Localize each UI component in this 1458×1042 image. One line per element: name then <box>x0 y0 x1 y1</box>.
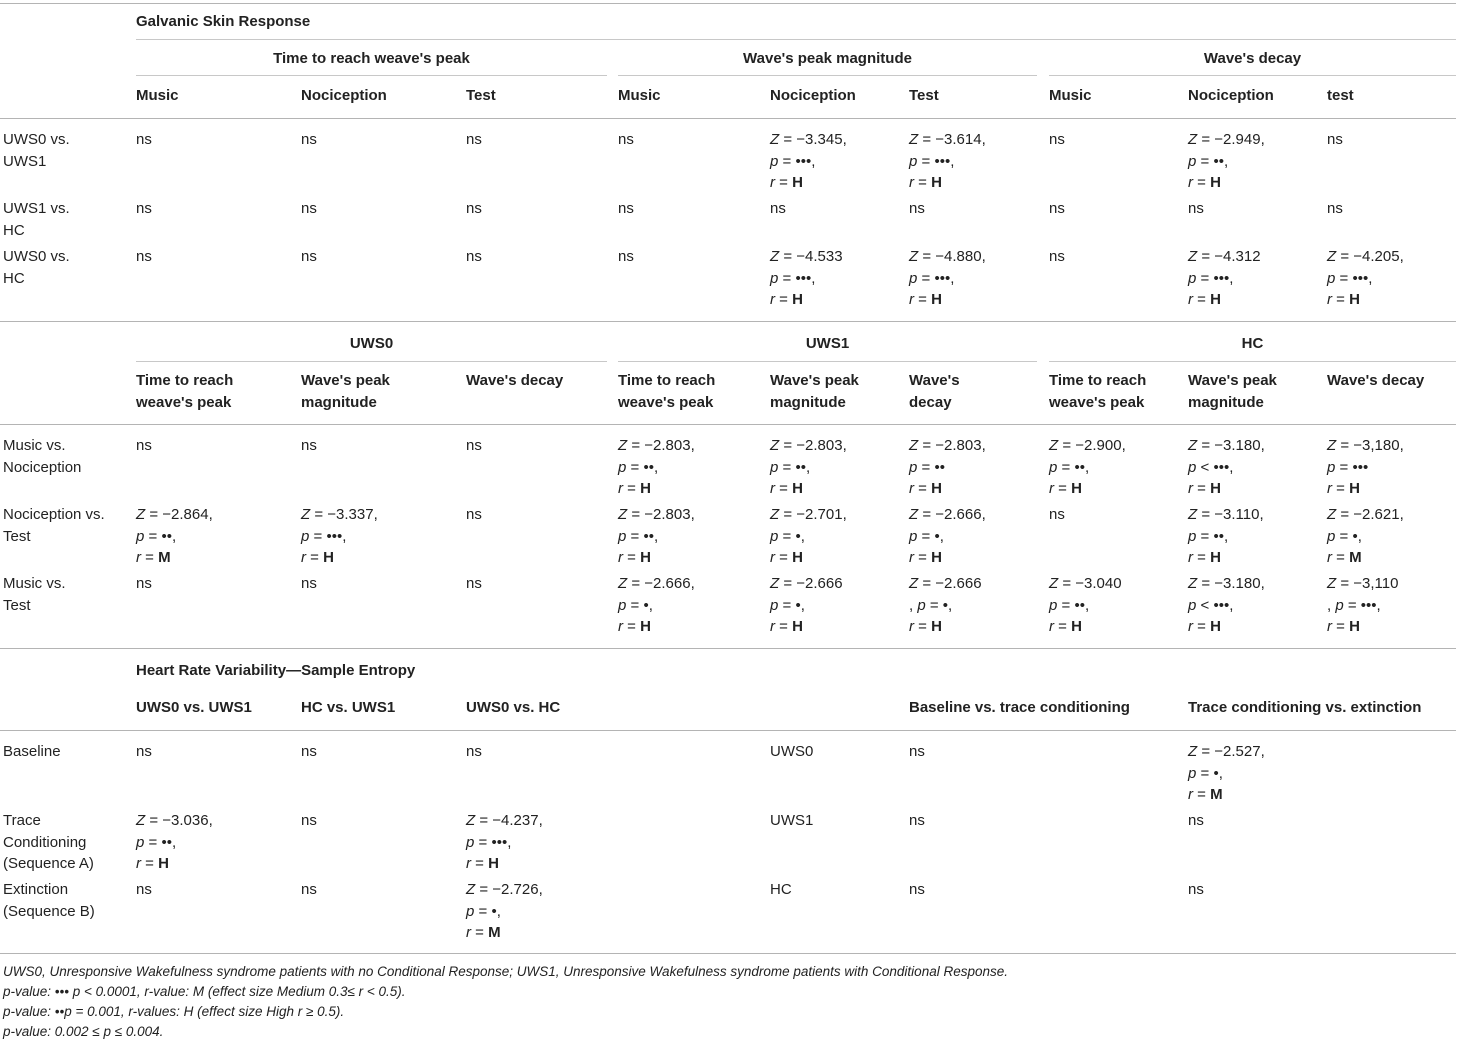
table-cell: r = H <box>770 480 803 497</box>
row-label: UWS0 vs. <box>3 131 70 148</box>
table-cell: p = •••, <box>770 269 816 287</box>
row-label: Conditioning <box>3 833 87 851</box>
group-header: UWS0 <box>349 335 394 352</box>
table-cell: Z = −3,110 <box>1327 575 1399 592</box>
table-cell: p = •, <box>909 527 944 545</box>
row-label: UWS0 vs. <box>3 248 70 265</box>
table-cell: p = ••, <box>1049 458 1090 476</box>
table-cell: ns <box>466 248 482 265</box>
table-cell: Z = −2.949, <box>1188 131 1265 148</box>
column-header: magnitude <box>1188 393 1264 411</box>
table-cell: ns <box>1049 131 1065 148</box>
table-cell: r = H <box>1188 480 1221 497</box>
table-cell: p = ••, <box>618 527 659 545</box>
table-cell: p = •, <box>1188 764 1223 782</box>
table-cell: , p = •••, <box>1327 596 1381 614</box>
row-label: Trace <box>3 812 41 829</box>
table-cell: r = H <box>909 174 942 191</box>
group-header: Wave's peak magnitude <box>743 50 912 67</box>
group-header: Wave's decay <box>1203 50 1302 67</box>
section-title-gsr: Galvanic Skin Response <box>136 13 311 30</box>
table-cell: ns <box>136 743 152 760</box>
table-cell: p = ••, <box>1049 596 1090 614</box>
table-cell: p = •••, <box>909 269 955 287</box>
table-cell: Z = −3.345, <box>770 131 847 148</box>
table-cell: ns <box>466 437 482 454</box>
table-cell: r = M <box>136 549 171 566</box>
column-header: Wave's <box>909 372 960 389</box>
row-label: Nociception vs. <box>3 506 105 523</box>
table-cell: r = H <box>909 480 942 497</box>
column-header: weave's peak <box>1049 393 1145 411</box>
table-cell: p = •, <box>1327 527 1362 545</box>
table-cell: ns <box>136 437 152 454</box>
row-label: Test <box>3 596 31 614</box>
column-header: Wave's peak <box>770 372 859 389</box>
table-cell: Z = −3.180, <box>1188 437 1265 454</box>
table-cell: r = H <box>770 549 803 566</box>
table-cell: Z = −3.036, <box>136 812 213 829</box>
header-rule <box>0 424 1456 425</box>
column-header: UWS0 vs. UWS1 <box>136 699 252 716</box>
table-cell: r = H <box>1188 291 1221 308</box>
table-cell: r = H <box>1327 480 1360 497</box>
table-cell: ns <box>136 881 152 898</box>
table-cell: , p = •, <box>909 596 953 614</box>
column-header: magnitude <box>770 393 846 411</box>
table-cell: Z = −3.110, <box>1188 506 1264 523</box>
table-cell: ns <box>301 881 317 898</box>
group-underline <box>618 361 1037 362</box>
table-cell: r = H <box>466 855 499 872</box>
table-cell: p = •••, <box>301 527 347 545</box>
table-cell: ns <box>301 437 317 454</box>
group-label: UWS1 <box>770 812 814 829</box>
column-header: weave's peak <box>136 393 232 411</box>
table-cell: r = H <box>136 855 169 872</box>
table-cell: p = ••, <box>618 458 659 476</box>
table-cell: p = •••, <box>466 833 512 851</box>
table-cell: ns <box>1049 248 1065 265</box>
table-cell: r = H <box>618 549 651 566</box>
column-header: Baseline vs. trace conditioning <box>909 699 1130 716</box>
table-cell: Z = −2.803, <box>909 437 986 454</box>
table-cell: p = ••, <box>1188 152 1229 170</box>
table-cell: ns <box>301 743 317 760</box>
section-title-hrv: Heart Rate Variability—Sample Entropy <box>136 662 416 679</box>
table-cell: Z = −4.237, <box>466 812 543 829</box>
table-cell: r = H <box>1327 618 1360 635</box>
table-cell: r = H <box>301 549 334 566</box>
group-label: HC <box>770 881 792 898</box>
column-header: Music <box>618 87 661 104</box>
table-cell: ns <box>1049 506 1065 523</box>
table-cell: p = ••• <box>1327 458 1369 476</box>
table-cell: Z = −2.726, <box>466 881 543 898</box>
table-cell: p = •, <box>770 527 805 545</box>
table-cell: ns <box>618 248 634 265</box>
table-cell: p = •••, <box>770 152 816 170</box>
table-cell: ns <box>909 200 925 217</box>
header-rule <box>0 118 1456 119</box>
table-cell: r = M <box>1327 549 1362 566</box>
table-cell: Z = −4.880, <box>909 248 986 265</box>
column-header: Trace conditioning vs. extinction <box>1188 699 1422 716</box>
table-cell: Z = −2.701, <box>770 506 847 523</box>
header-rule <box>0 730 1456 731</box>
table-cell: r = H <box>909 549 942 566</box>
table-cell: Z = −2.803, <box>618 437 695 454</box>
table-cell: ns <box>909 812 925 829</box>
row-label: HC <box>3 269 25 287</box>
column-header: weave's peak <box>618 393 714 411</box>
table-cell: Z = −3,180, <box>1327 437 1404 454</box>
group-header: UWS1 <box>805 335 850 352</box>
table-cell: r = H <box>770 174 803 191</box>
row-label: Extinction <box>3 881 69 898</box>
table-cell: ns <box>1188 200 1204 217</box>
table-cell: Z = −2.666, <box>909 506 986 523</box>
column-header: Test <box>909 87 939 104</box>
group-underline <box>1049 75 1456 76</box>
table-cell: ns <box>909 743 925 760</box>
column-header: Nociception <box>1188 87 1274 104</box>
table-cell: r = H <box>618 618 651 635</box>
column-header: magnitude <box>301 393 377 411</box>
table-cell: r = H <box>1188 549 1221 566</box>
table-cell: p = ••, <box>136 527 177 545</box>
column-header: Time to reach <box>618 372 716 389</box>
table-cell: ns <box>136 575 152 592</box>
table-cell: p = •••, <box>1327 269 1373 287</box>
table-cell: r = H <box>909 618 942 635</box>
table-cell: r = M <box>1188 786 1223 803</box>
table-cell: Z = −2.803, <box>618 506 695 523</box>
table-cell: ns <box>301 812 317 829</box>
column-header: Time to reach <box>1049 372 1147 389</box>
table-cell: ns <box>1049 200 1065 217</box>
column-header: Wave's peak <box>301 372 390 389</box>
group-underline <box>136 75 607 76</box>
top-rule <box>0 3 1456 4</box>
column-header: UWS0 vs. HC <box>466 699 561 716</box>
table-cell: ns <box>136 248 152 265</box>
table-cell: Z = −2.864, <box>136 506 213 523</box>
row-label: Music vs. <box>3 437 66 454</box>
table-cell: ns <box>770 200 786 217</box>
table-cell: p = ••, <box>770 458 811 476</box>
bottom-rule <box>0 953 1456 954</box>
table-cell: p = ••, <box>1188 527 1229 545</box>
table-cell: r = H <box>770 618 803 635</box>
table-cell: Z = −2.900, <box>1049 437 1126 454</box>
table-cell: Z = −2.527, <box>1188 743 1265 760</box>
table-cell: r = H <box>1327 291 1360 308</box>
table-cell: p = •, <box>466 902 501 920</box>
table-cell: Z = −4.312 <box>1188 248 1261 265</box>
table-cell: p = ••, <box>136 833 177 851</box>
table-cell: r = H <box>770 291 803 308</box>
footnote: UWS0, Unresponsive Wakefulness syndrome patients with no Conditional Response; UWS1, Unresponsive Wakefulness syndrome patients with Conditional Response. <box>3 964 1008 979</box>
table-cell: ns <box>466 575 482 592</box>
table-cell: Z = −2.803, <box>770 437 847 454</box>
table-cell: ns <box>618 200 634 217</box>
table-cell: p = •••, <box>909 152 955 170</box>
table-cell: r = M <box>466 924 501 941</box>
table-cell: Z = −3.180, <box>1188 575 1265 592</box>
table-cell: r = H <box>1049 480 1082 497</box>
column-header: Wave's peak <box>1188 372 1277 389</box>
row-label: HC <box>3 221 25 239</box>
group-label: UWS0 <box>770 743 814 760</box>
column-header: HC vs. UWS1 <box>301 699 396 716</box>
table-cell: ns <box>136 131 152 148</box>
table-cell: Z = −3.614, <box>909 131 986 148</box>
table-cell: p < •••, <box>1188 458 1234 476</box>
table-cell: ns <box>466 200 482 217</box>
row-label: (Sequence A) <box>3 855 94 872</box>
group-header: HC <box>1241 335 1264 352</box>
table-cell: ns <box>136 200 152 217</box>
table-cell: ns <box>301 200 317 217</box>
table-cell: Z = −2.666 <box>909 575 982 592</box>
footnote: p-value: ••• p < 0.0001, r-value: M (effect size Medium 0.3≤ r < 0.5). <box>3 984 406 999</box>
row-label: UWS1 <box>3 152 47 170</box>
table-cell: p = •• <box>909 458 945 476</box>
table-cell: ns <box>466 131 482 148</box>
column-header: Music <box>136 87 179 104</box>
table-cell: ns <box>301 248 317 265</box>
row-label: Music vs. <box>3 575 66 592</box>
table-cell: r = H <box>1188 174 1221 191</box>
table-cell: Z = −2.666 <box>770 575 843 592</box>
group-header: Time to reach weave's peak <box>273 50 470 67</box>
table-cell: r = H <box>1188 618 1221 635</box>
column-header: Wave's decay <box>1327 372 1425 389</box>
table-cell: ns <box>466 743 482 760</box>
table-cell: ns <box>466 506 482 523</box>
table-cell: ns <box>909 881 925 898</box>
table-cell: Z = −4.205, <box>1327 248 1404 265</box>
table-cell: r = H <box>1049 618 1082 635</box>
table-cell: p = •••, <box>1188 269 1234 287</box>
table-cell: ns <box>301 131 317 148</box>
table-cell: Z = −3.040 <box>1049 575 1122 592</box>
section-rule <box>0 648 1456 649</box>
column-header: Nociception <box>770 87 856 104</box>
table-cell: p = •, <box>770 596 805 614</box>
footnote: p-value: 0.002 ≤ p ≤ 0.004. <box>3 1024 164 1039</box>
table-cell: Z = −2.666, <box>618 575 695 592</box>
table-cell: ns <box>301 575 317 592</box>
column-header: Test <box>466 87 496 104</box>
column-header: Wave's decay <box>466 372 564 389</box>
row-label: Baseline <box>3 743 61 760</box>
table-cell: ns <box>1188 812 1204 829</box>
table-cell: p = •, <box>618 596 653 614</box>
group-underline <box>618 75 1037 76</box>
table-cell: Z = −4.533 <box>770 248 843 265</box>
column-header: Music <box>1049 87 1092 104</box>
table-cell: p < •••, <box>1188 596 1234 614</box>
column-header: test <box>1327 87 1354 104</box>
table-cell: ns <box>1327 131 1343 148</box>
table-cell: r = H <box>618 480 651 497</box>
row-label: Nociception <box>3 458 82 476</box>
row-label: UWS1 vs. <box>3 200 70 217</box>
table-cell: ns <box>618 131 634 148</box>
table-cell: r = H <box>909 291 942 308</box>
table-cell: Z = −2.621, <box>1327 506 1404 523</box>
column-header: decay <box>909 393 952 411</box>
group-underline <box>1049 361 1456 362</box>
column-header: Nociception <box>301 87 387 104</box>
row-label: Test <box>3 527 31 545</box>
table-cell: ns <box>1188 881 1204 898</box>
row-label: (Sequence B) <box>3 902 95 920</box>
column-header: Time to reach <box>136 372 234 389</box>
section-rule <box>0 321 1456 322</box>
title-underline <box>136 39 1456 40</box>
footnote: p-value: ••p = 0.001, r-values: H (effect size High r ≥ 0.5). <box>3 1004 345 1019</box>
group-underline <box>136 361 607 362</box>
table-cell: Z = −3.337, <box>301 506 378 523</box>
table-cell: ns <box>1327 200 1343 217</box>
